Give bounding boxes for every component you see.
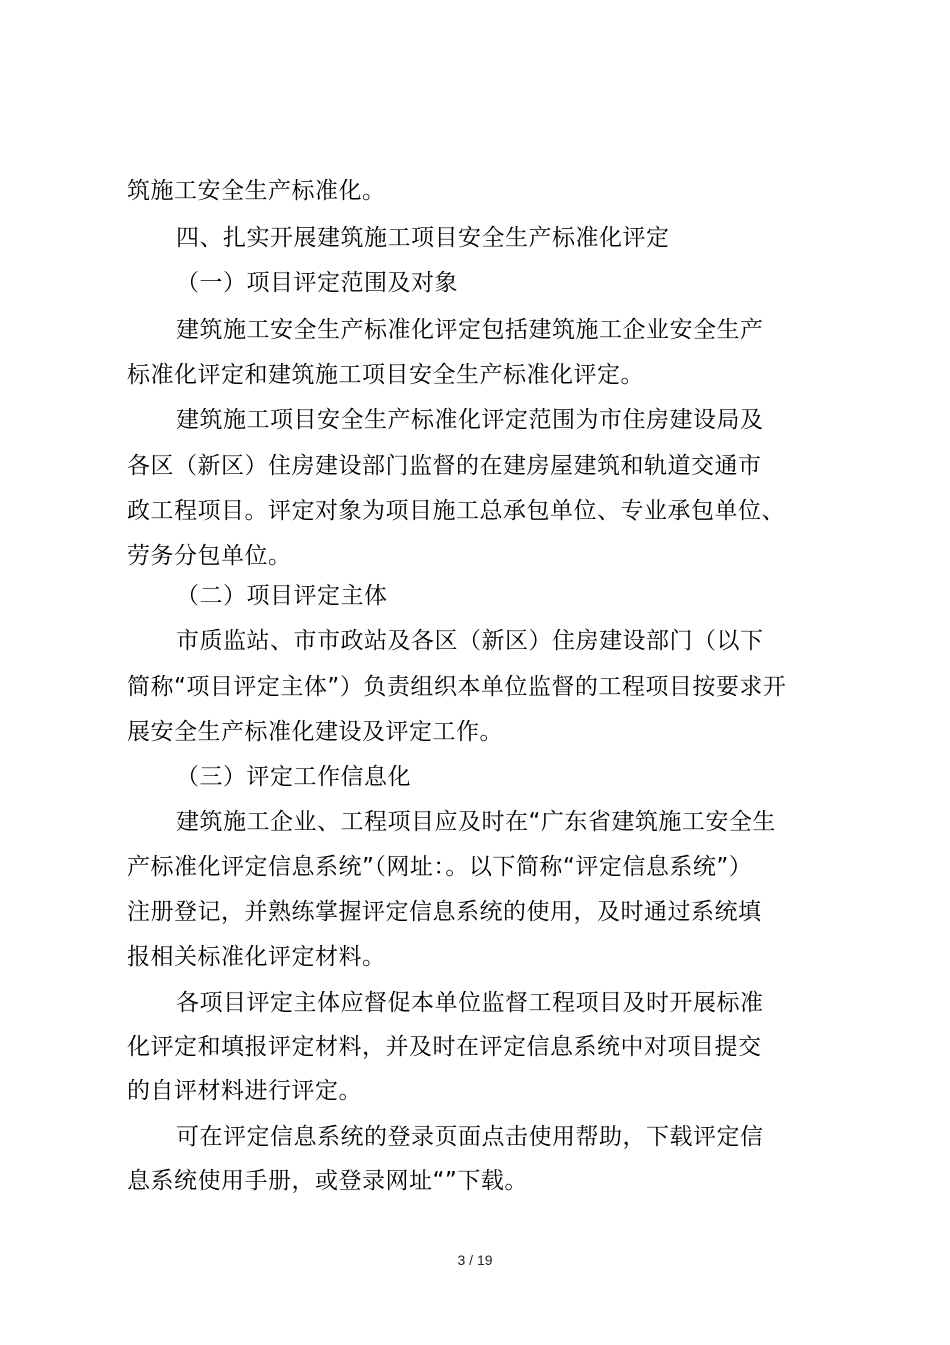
page-number: 3 / 19: [457, 1252, 493, 1268]
paragraph-line: 化评定和填报评定材料，并及时在评定信息系统中对项目提交: [127, 1034, 762, 1060]
subsection-heading: （三）评定工作信息化: [176, 764, 411, 790]
section-heading: 四、扎实开展建筑施工项目安全生产标准化评定: [176, 225, 670, 251]
paragraph-line: 展安全生产标准化建设及评定工作。: [127, 719, 503, 745]
paragraph-line: 政工程项目。评定对象为项目施工总承包单位、专业承包单位、: [127, 498, 785, 524]
paragraph-line: 市质监站、市市政站及各区（新区）住房建设部门（以下: [176, 628, 764, 654]
paragraph-line: 劳务分包单位。: [127, 543, 292, 569]
paragraph-line: 标准化评定和建筑施工项目安全生产标准化评定。: [127, 362, 644, 388]
subsection-heading: （二）项目评定主体: [176, 583, 388, 609]
paragraph-line: 筑施工安全生产标准化。: [127, 178, 386, 204]
paragraph-line: 简称“项目评定主体”）负责组织本单位监督的工程项目按要求开: [127, 674, 787, 700]
subsection-heading: （一）项目评定范围及对象: [176, 270, 458, 296]
paragraph-line: 建筑施工企业、工程项目应及时在“广东省建筑施工安全生: [176, 809, 776, 835]
paragraph-line: 各项目评定主体应督促本单位监督工程项目及时开展标准: [176, 990, 764, 1016]
paragraph-line: 各区（新区）住房建设部门监督的在建房屋建筑和轨道交通市: [127, 453, 762, 479]
paragraph-line: 建筑施工安全生产标准化评定包括建筑施工企业安全生产: [176, 317, 764, 343]
paragraph-line: 建筑施工项目安全生产标准化评定范围为市住房建设局及: [176, 407, 764, 433]
paragraph-line: 报相关标准化评定材料。: [127, 944, 386, 970]
paragraph-line: 产标准化评定信息系统”（网址：。以下简称“评定信息系统”）: [127, 854, 753, 880]
paragraph-line: 息系统使用手册，或登录网址“”下载。: [127, 1168, 528, 1194]
paragraph-line: 的自评材料进行评定。: [127, 1078, 362, 1104]
paragraph-line: 可在评定信息系统的登录页面点击使用帮助，下载评定信: [176, 1124, 764, 1150]
paragraph-line: 注册登记，并熟练掌握评定信息系统的使用，及时通过系统填: [127, 899, 762, 925]
